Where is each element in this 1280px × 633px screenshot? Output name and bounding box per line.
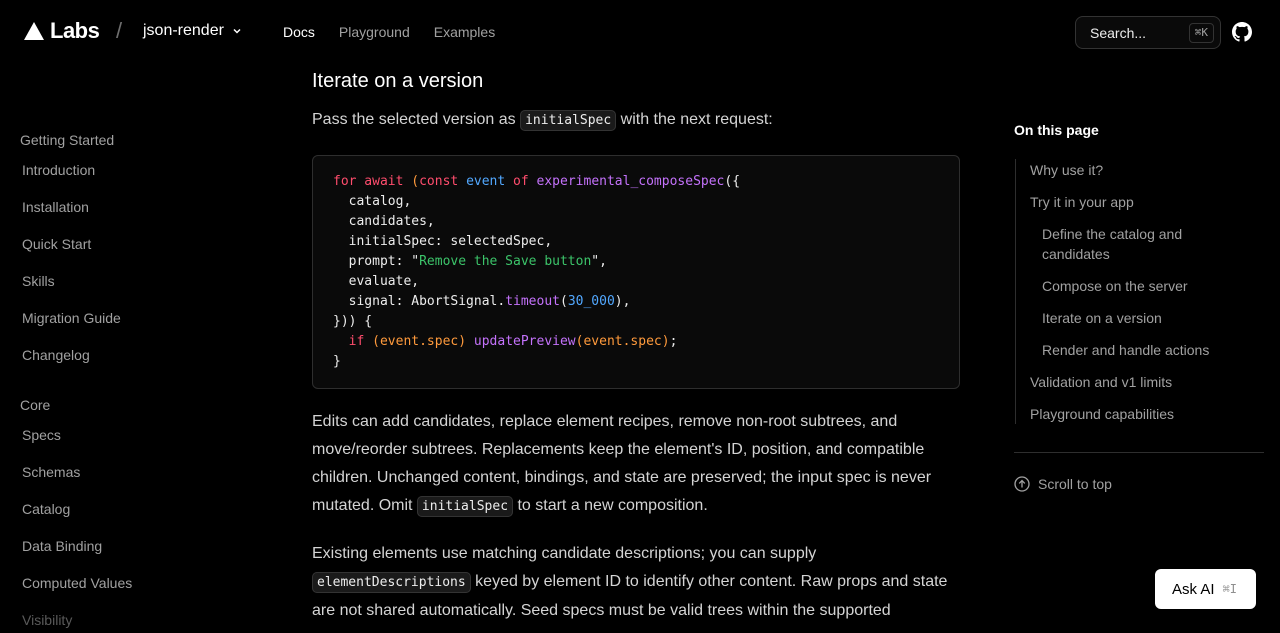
brand-name: Labs: [50, 18, 100, 43]
sidebar-item-introduction[interactable]: Introduction: [22, 162, 96, 178]
project-switcher[interactable]: [143, 22, 242, 40]
toc-item[interactable]: Iterate on a version: [1042, 310, 1162, 326]
toc-item[interactable]: Try it in your app: [1030, 194, 1134, 210]
toc-item[interactable]: Why use it?: [1030, 162, 1104, 178]
toc-item[interactable]: Compose on the server: [1042, 278, 1188, 294]
nav-examples[interactable]: Examples: [433, 24, 496, 40]
descriptions-paragraph: Existing elements use matching candidate descriptions; you can supply elementDescriptions keyed by element ID to identify other content. Raw props and state are not shared automatically. Seed specs must be valid trees within the supported: [312, 545, 948, 619]
edits-paragraph: Edits can add candidates, replace element recipes, remove non-root subtrees, and move/reorder subtrees. Replacements keep the element's ID, position, and compatible children. Unchanged content, bindings, and state are preserved; the input spec is never mutated. Omit initialSpec to start a new composition.: [312, 408, 962, 521]
triangle-logo-icon: [24, 22, 44, 40]
sidebar-item-installation[interactable]: Installation: [22, 199, 89, 215]
logo[interactable]: [24, 18, 99, 44]
nav-docs[interactable]: Docs: [283, 24, 315, 40]
toc-item[interactable]: Render and handle actions: [1042, 342, 1210, 358]
sidebar-item-specs[interactable]: Specs: [22, 427, 61, 443]
chevron-down-icon: [232, 26, 242, 36]
sidebar-item-migration-guide[interactable]: Migration Guide: [22, 310, 121, 326]
ask-ai-shortcut: ⌘I: [1222, 582, 1237, 596]
sidebar-item-catalog[interactable]: Catalog: [22, 501, 71, 517]
intro-paragraph: Pass the selected version as initialSpec with the next request:: [312, 106, 962, 135]
sidebar-item-changelog[interactable]: Changelog: [22, 347, 90, 363]
sidebar-item-computed-values[interactable]: Computed Values: [22, 575, 133, 591]
sidebar-item-visibility[interactable]: Visibility: [22, 612, 73, 628]
sidebar-item-skills[interactable]: Skills: [22, 273, 55, 289]
sidebar-section-title: Getting Started: [20, 132, 115, 148]
search-shortcut: ⌘K: [1189, 23, 1214, 43]
scroll-to-top-label: Scroll to top: [1038, 476, 1112, 492]
arrow-up-circle-icon: [1014, 476, 1030, 492]
search-placeholder: Search...: [1090, 24, 1147, 41]
sidebar-section-title: Core: [20, 397, 51, 413]
search-button[interactable]: [1075, 16, 1221, 49]
toc-title: On this page: [1014, 122, 1099, 138]
nav-playground[interactable]: Playground: [338, 24, 410, 40]
code-block: for await (const event of experimental_composeSpec({ catalog, candidates, initialSpec: selectedSpec, prompt: "Remove the Save button", evaluate, signal: AbortSignal.timeout(30_000), })) { if (event.spec) updatePreview(event.spec); }: [312, 155, 960, 389]
main-nav: [283, 24, 495, 40]
inline-code: elementDescriptions: [312, 572, 471, 593]
toc-item[interactable]: Validation and v1 limits: [1030, 374, 1173, 390]
sidebar-item-data-binding[interactable]: Data Binding: [22, 538, 103, 554]
sidebar: [0, 64, 280, 633]
inline-code: initialSpec: [520, 110, 616, 131]
toc-item[interactable]: Playground capabilities: [1030, 406, 1174, 422]
scroll-to-top-button[interactable]: [1014, 476, 1112, 492]
toc-rail: [1015, 159, 1016, 424]
github-icon[interactable]: [1232, 22, 1252, 42]
sidebar-item-quick-start[interactable]: Quick Start: [22, 236, 92, 252]
top-bar: [0, 0, 1280, 64]
project-name: json-render: [143, 22, 224, 39]
divider: [1014, 452, 1264, 453]
ask-ai-button[interactable]: [1155, 569, 1256, 609]
section-heading: Iterate on a version: [312, 70, 484, 92]
breadcrumb-separator: /: [116, 18, 123, 43]
inline-code: initialSpec: [417, 496, 513, 517]
sidebar-item-schemas[interactable]: Schemas: [22, 464, 81, 480]
ask-ai-label: Ask AI: [1172, 580, 1215, 598]
toc-item[interactable]: Define the catalog and candidates: [1042, 226, 1183, 262]
